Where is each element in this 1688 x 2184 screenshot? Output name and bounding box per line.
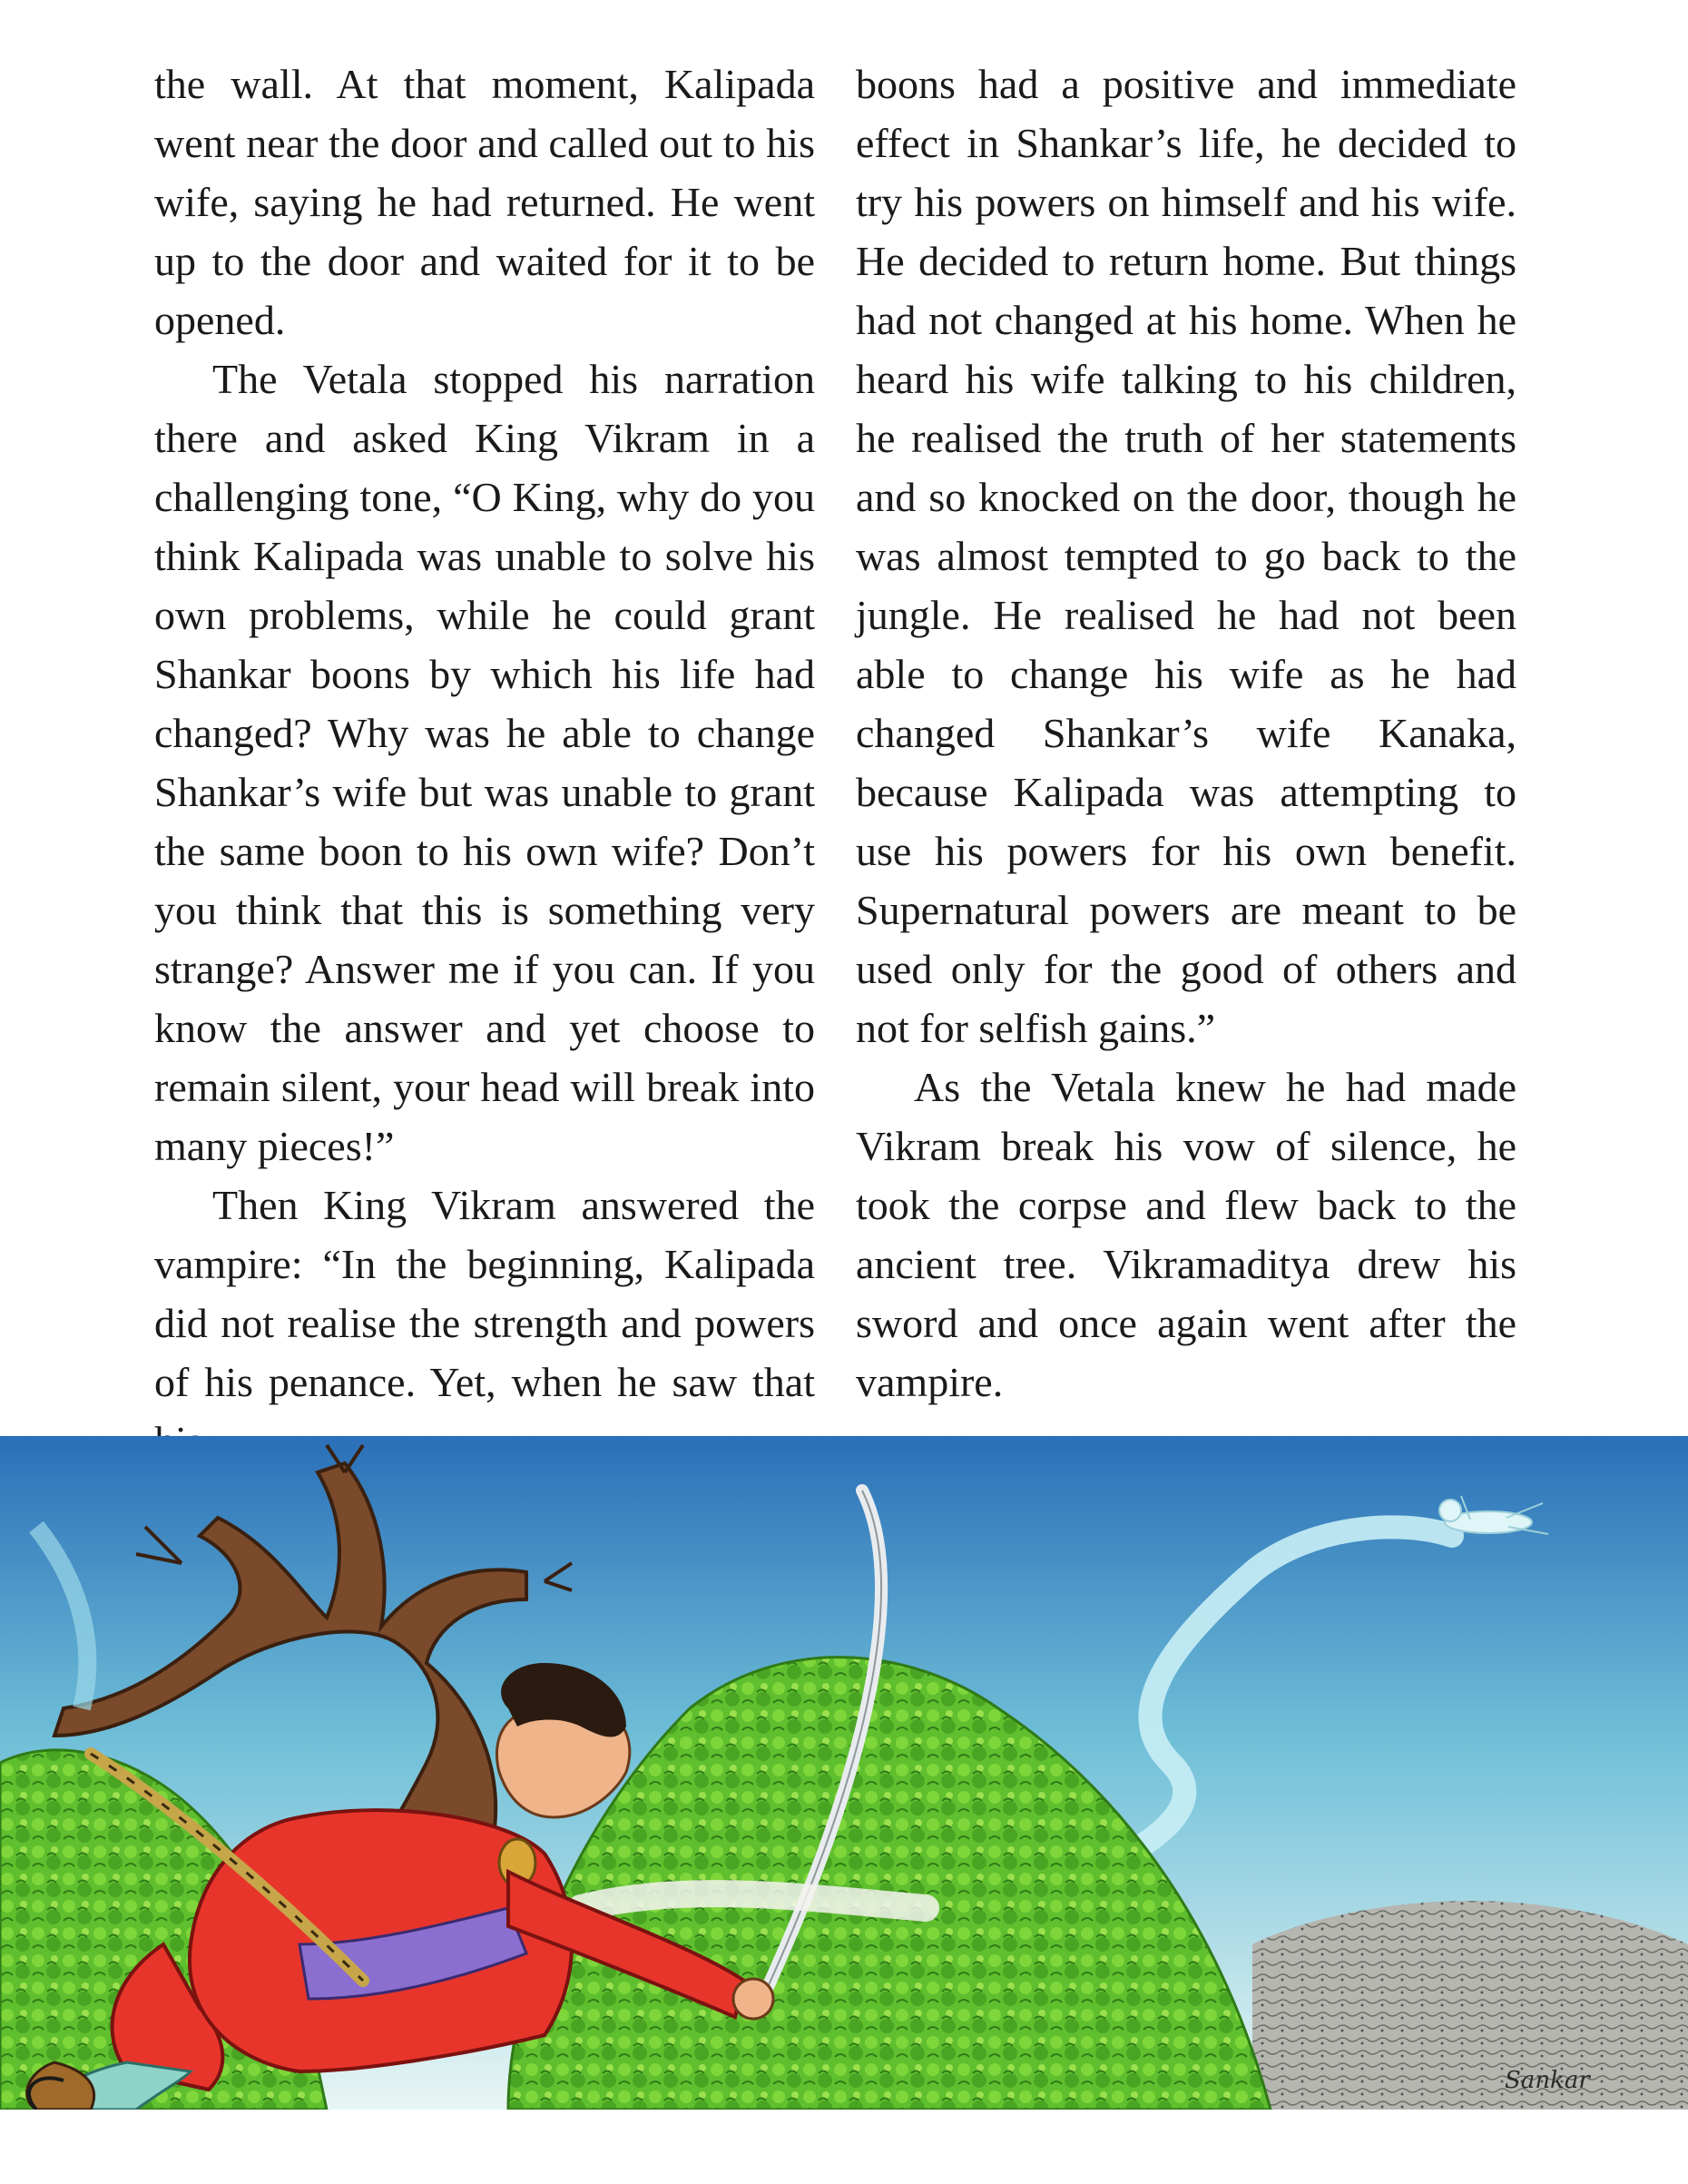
right-text-column [856,54,1516,1412]
illustration-scene [0,1436,1688,2110]
rocky-ground [1252,1901,1688,2110]
paragraph: Then King Vikram answered the vampire: “In the beginning, Kalipada did not realise the strength and powers of his penance. Yet, when he saw that [154,1182,815,1405]
paragraph: the wall. At that moment, Kalipada went near the door and called out to his wife, saying he had returned. He went up to the door and waited for it to be opened. [154,61,815,343]
artist-signature: Sankar [1505,2067,1590,2094]
left-text-column [154,54,815,1471]
sword-swing-trail [581,1894,926,1908]
paragraph: The Vetala stopped his narration there and asked King Vikram in a challenging tone, “O King, why do you think Kalipada was unable to solve his own problems, while he could grant Shankar boons by which his life had changed? Why was he able to change Shankar’s wife but was unable to grant the same boon to his own wife? Don’t you think that this is something very strange? Answer me if you can. If you know the answer and yet choose to remain silent, your head will break into many pieces!” [154,356,815,1169]
paragraph: As the Vetala knew he had made Vikram break his vow of silence, he took the corpse and flew back to the ancient tree. Vikramaditya drew his sword and once again went after the vampire. [856,1064,1516,1405]
story-illustration [0,1436,1688,2110]
paragraph: boons had a positive and immediate effect in Shankar’s life, he decided to try his powers on himself and his wife. He decided to return home. But things had not changed at his home. When he heard his wife talking to his children, he realised the truth of her statements and so knocked on the door, though he was almost tempted to go back to the jungle. He realised he had not been able to change his wife as he had changed Shankar’s wife Kanaka, because Kalipada was attempting to use his powers for his own benefit. Supernatural powers are meant to be used only for the good of others and not for selfish gains.” [856,61,1516,1051]
